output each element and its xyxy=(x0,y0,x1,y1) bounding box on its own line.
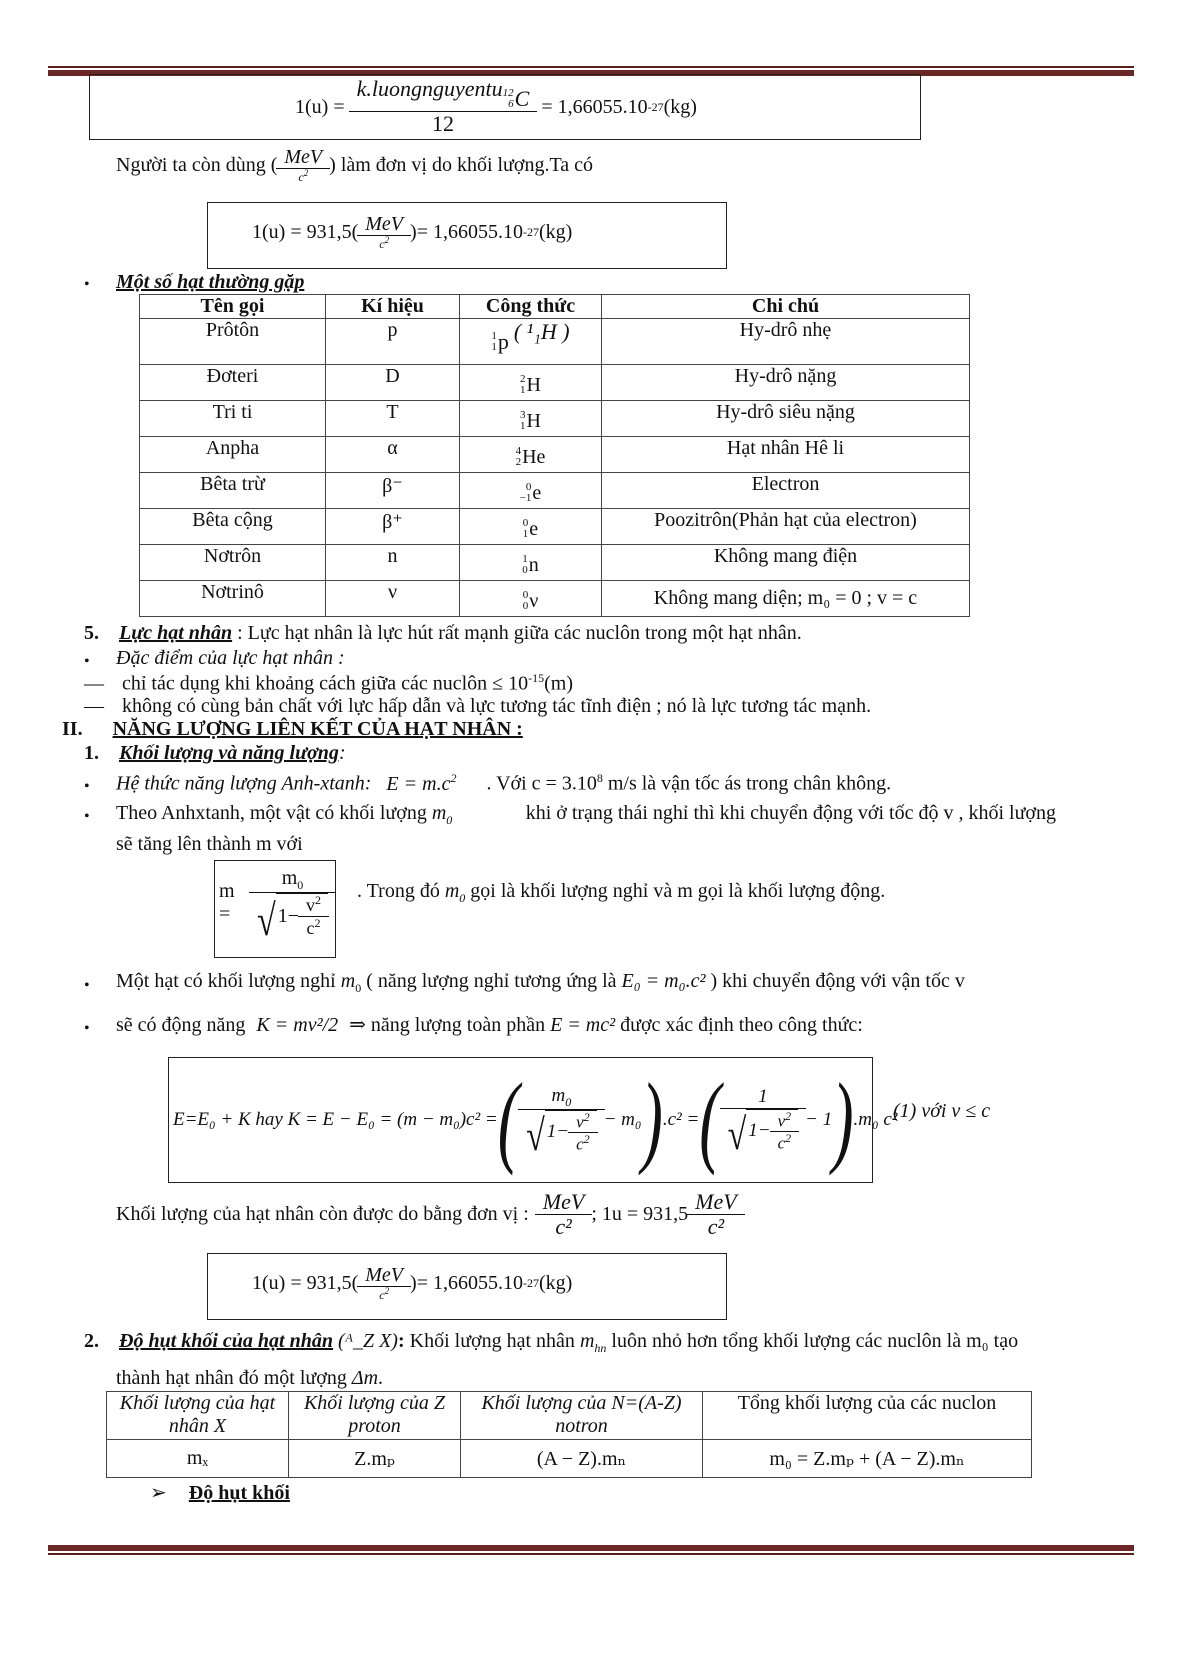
kinetic-pre: sẽ có động năng xyxy=(116,1014,246,1036)
subsection-number: 1. xyxy=(84,742,99,764)
mev-den: c xyxy=(298,170,304,184)
bullet-icon: • xyxy=(84,808,90,825)
mass-number: 1 xyxy=(491,330,497,342)
colon: : xyxy=(397,1330,405,1352)
formula-lhs: 1(u) = xyxy=(295,95,345,118)
particle-note: Hy-drô siêu nặng xyxy=(602,401,970,437)
particle-symbol: n xyxy=(326,545,460,581)
einstein-line: Hệ thức năng lượng Anh-xtanh: $E = m.c^2$ . Với $c = 3.10^8$ m/s là vận tốc ás trong chân không. xyxy=(116,771,892,795)
particle-symbol: β⁻ xyxy=(326,473,460,509)
sub-title: Độ hụt khối xyxy=(188,1482,290,1504)
sqrt-icon: √ xyxy=(257,897,276,946)
m-hn-sub: hn xyxy=(594,1341,607,1355)
dash1-unit: (m) xyxy=(544,672,574,695)
atomic-number: 2 xyxy=(515,456,522,468)
mass-defect-line-2 xyxy=(116,1367,383,1390)
relativistic-mass-box: m = $m_0$ √ 1− $\frac{v^2}{c^2}$ xyxy=(214,860,336,958)
mass-defect-table xyxy=(106,1391,1032,1478)
formula-extra: ( ¹₁H ) xyxy=(513,319,570,344)
rest-mid: ( năng lượng nghỉ tương ứng là xyxy=(366,970,617,992)
dash2-text: không có cùng bản chất với lực hấp dẫn và lực tương tác tĩnh điện ; nó là lực tương tác mạnh. xyxy=(122,695,872,717)
mev-num: MeV xyxy=(284,146,323,168)
particles-table xyxy=(139,294,970,617)
bullet-icon: • xyxy=(84,653,90,670)
table-row xyxy=(140,319,970,365)
kinetic-post: được xác định theo công thức: xyxy=(620,1014,863,1036)
trong-do-pre: . Trong đó xyxy=(357,880,440,902)
dash-item xyxy=(84,695,871,718)
particle-symbol: β⁺ xyxy=(326,509,460,545)
mass-number: 3 xyxy=(520,409,526,421)
formula-rhs-unit: (kg) xyxy=(538,220,573,243)
rest-post: ) khi chuyển động với vận tốc v xyxy=(710,970,965,992)
einstein-label: Hệ thức năng lượng Anh-xtanh: xyxy=(116,772,372,795)
mass-number: 2 xyxy=(520,373,526,385)
section-title: NĂNG LƯỢNG LIÊN KẾT CỦA HẠT NHÂN : xyxy=(112,718,523,740)
header-cell: Chi chú xyxy=(602,295,970,319)
formula-note: (1) với v ≤ c xyxy=(893,1100,991,1122)
kinetic-line xyxy=(116,1012,863,1037)
mev-den: c xyxy=(379,1287,385,1302)
kinetic-formula: K = mv²/2 xyxy=(256,1014,339,1036)
element: H xyxy=(526,409,541,432)
einstein-formula: E = m.c xyxy=(386,772,451,795)
dash-icon: — xyxy=(84,695,104,717)
formula-numerator: k.luongnguyentu xyxy=(356,76,503,102)
kinetic-total: E = mc² xyxy=(550,1014,616,1036)
formula-rhs: = 1,66055.10 xyxy=(541,95,648,118)
value-cell: mₓ xyxy=(107,1440,289,1478)
particle-note: Hy-drô nặng xyxy=(602,365,970,401)
particle-formula xyxy=(460,581,602,617)
mass-lhs: m = xyxy=(219,879,235,925)
element: H xyxy=(526,373,541,396)
c: c xyxy=(306,917,315,938)
bullet-icon: • xyxy=(84,276,90,293)
value-cell: Z.mₚ xyxy=(289,1440,461,1478)
formula-part-1: E=E₀ + K hay K = E − E₀ = (m − m₀)c² = xyxy=(173,1109,498,1130)
formula-rhs-unit: (kg) xyxy=(538,1271,573,1294)
particle-formula xyxy=(460,545,602,581)
atomic-number: 0 xyxy=(522,564,528,576)
table-row xyxy=(140,581,970,617)
element: e xyxy=(532,481,542,504)
element: e xyxy=(529,517,539,540)
table-header-row xyxy=(107,1392,1032,1440)
atomic-number: 1 xyxy=(520,420,526,432)
particle-formula xyxy=(460,401,602,437)
sub-bullet-line xyxy=(150,1480,290,1505)
particle-name: Prôtôn xyxy=(140,319,326,365)
particle-symbol: T xyxy=(326,401,460,437)
nuclear-force-text: : Lực hạt nhân là lực hút rất mạnh giữa các nuclôn trong một hạt nhân. xyxy=(232,622,802,644)
subsection-number: 2. xyxy=(84,1330,99,1352)
particle-note: Không mang điện xyxy=(602,545,970,581)
mev-den-exp: 2 xyxy=(303,168,309,178)
einstein-exp: 8 xyxy=(596,771,603,785)
particle-symbol: D xyxy=(326,365,460,401)
formula-rhs-exp: -27 xyxy=(647,99,664,114)
table-row xyxy=(140,473,970,509)
particle-note: Electron xyxy=(602,473,970,509)
nuclear-force-title: Lực hạt nhân xyxy=(119,622,233,644)
m0-num: m xyxy=(281,867,298,889)
formula-rhs-unit: (kg) xyxy=(663,95,697,118)
delta-m: Δm xyxy=(351,1367,379,1389)
rest-formula: E₀ = m₀.c² xyxy=(621,970,706,992)
formula-part-4: − 1 xyxy=(805,1109,833,1130)
roman-number: II. xyxy=(62,718,83,740)
mass-defect-text3: thành hạt nhân đó một lượng xyxy=(116,1367,347,1389)
mass-number: 0 xyxy=(522,517,529,529)
v: v xyxy=(306,895,315,916)
features-title: Đặc điểm của lực hạt nhân : xyxy=(116,647,345,669)
table-row xyxy=(140,365,970,401)
header-cell: Khối lượng của Z proton xyxy=(289,1392,461,1440)
particle-formula xyxy=(460,319,602,365)
mev-num: MeV xyxy=(365,212,404,235)
particle-note: Không mang diện; m₀ = 0 ; v = c xyxy=(602,581,970,617)
header-cell: Tổng khối lượng của các nuclon xyxy=(703,1392,1032,1440)
sqrt-icon: √ xyxy=(727,1111,747,1160)
dash-icon: — xyxy=(84,672,104,695)
table-row xyxy=(140,545,970,581)
particle-formula xyxy=(460,365,602,401)
isotope-symbol: C xyxy=(514,86,530,112)
mass-defect-line xyxy=(84,1330,1018,1356)
subsection-heading xyxy=(84,742,346,765)
kinetic-mid: năng lượng toàn phần xyxy=(370,1014,546,1036)
intro-mev-line xyxy=(116,146,593,184)
particle-symbol: p xyxy=(326,319,460,365)
formula-box-u-mev xyxy=(207,202,727,269)
element: He xyxy=(522,445,546,468)
formula-rhs-exp: -27 xyxy=(522,224,539,239)
subsection-title: Khối lượng và năng lượng xyxy=(119,742,339,764)
dash-item xyxy=(84,671,573,696)
nuclide-symbol: (ᴬ_Z X) xyxy=(337,1330,398,1352)
sqrt-icon: √ xyxy=(526,1112,545,1161)
mev-den-exp: 2 xyxy=(384,234,390,245)
formula-rhs: )= 1,66055.10 xyxy=(410,1271,523,1294)
isotope-atomic: 6 xyxy=(508,98,514,111)
right-paren: ) xyxy=(641,1062,663,1176)
left-paren: ( xyxy=(497,1062,520,1176)
table-header-row xyxy=(140,295,970,319)
trong-do-line: . Trong đó $m_0$ gọi là khối lượng nghỉ và m gọi là khối lượng động. xyxy=(357,880,886,905)
isotope-mass: 12 xyxy=(502,87,514,100)
atomic-number: −1 xyxy=(519,492,532,504)
mass-defect-text1: Khối lượng hạt nhân xyxy=(409,1330,575,1352)
theo-text-b: khi ở trạng thái nghỉ thì khi chuyển động với tốc độ v , khối lượng xyxy=(525,802,1056,824)
theo-line-2: sẽ tăng lên thành m với xyxy=(116,833,303,855)
formula-rhs-exp: -27 xyxy=(522,1275,539,1290)
particle-name: Nơtrôn xyxy=(140,545,326,581)
one-minus: 1− xyxy=(277,905,299,928)
particles-title: Một số hạt thường gặp xyxy=(116,271,305,293)
formula-part-2: − m₀ xyxy=(603,1109,642,1130)
atomic-number: 0 xyxy=(522,600,529,612)
right-paren: ) xyxy=(832,1062,854,1176)
arrow-bullet-icon: ➢ xyxy=(150,1482,167,1504)
atomic-number: 1 xyxy=(491,341,497,353)
mass-number: 0 xyxy=(522,589,529,601)
mev-num: MeV xyxy=(365,1263,404,1286)
particle-symbol: ν xyxy=(326,581,460,617)
particle-name: Anpha xyxy=(140,437,326,473)
formula-lhs: 1(u) = 931,5( xyxy=(252,1271,359,1294)
particle-note: Hy-drô nhẹ xyxy=(602,319,970,365)
unit-num: MeV xyxy=(542,1189,585,1214)
unit-num: MeV xyxy=(695,1189,737,1214)
table-row xyxy=(140,401,970,437)
bullet-icon: • xyxy=(84,778,90,795)
particle-note: Poozitrôn(Phản hạt của electron) xyxy=(602,509,970,545)
rest-line: Một hạt có khối lượng nghỉ $m_0$ ( năng lượng nghỉ tương ứng là E₀ = m₀.c² ) khi chuyển động với vận tốc v xyxy=(116,970,965,995)
section-number: 5. xyxy=(84,622,99,644)
particle-formula xyxy=(460,473,602,509)
trong-do-post: gọi là khối lượng nghỉ và m gọi là khối lượng động. xyxy=(470,880,886,902)
intro-text-after: ) làm đơn vị do khối lượng.Ta có xyxy=(329,153,594,176)
mev-den: c xyxy=(379,236,385,251)
unit-den: c² xyxy=(535,1214,593,1239)
atomic-number: 1 xyxy=(522,528,529,540)
particle-formula xyxy=(460,509,602,545)
einstein-text: . Với c = 3.10 xyxy=(486,772,597,795)
einstein-text-post: m/s là vận tốc ás trong chân không. xyxy=(602,772,892,795)
mev-den-exp: 2 xyxy=(384,1285,390,1296)
particle-name: Nơtrinô xyxy=(140,581,326,617)
implies-icon: ⇒ xyxy=(349,1014,366,1036)
nuclear-force-line xyxy=(84,622,802,645)
formula-box-u-mev-2 xyxy=(207,1253,727,1320)
intro-text-before: Người ta còn dùng ( xyxy=(116,153,278,176)
mass-defect-title: Độ hụt khối của hạt nhân xyxy=(119,1330,333,1352)
header-cell: Kí hiệu xyxy=(326,295,460,319)
unit-den: c² xyxy=(687,1214,745,1239)
particle-name: Tri ti xyxy=(140,401,326,437)
atomic-number: 1 xyxy=(520,384,526,396)
rest-pre: Một hạt có khối lượng nghỉ xyxy=(116,970,336,992)
bullet-icon: • xyxy=(84,1020,90,1037)
formula-denominator: 12 xyxy=(349,111,538,136)
bullet-icon: • xyxy=(84,977,90,994)
header-cell: Khối lượng của hạt nhân X xyxy=(107,1392,289,1440)
kinetic-energy-formula-box: E=E₀ + K hay K = E − E₀ = (m − m₀)c² = ( $m_0$ √ 1− $\frac{v^2}{c^2}$ − m₀ ) .c² = ( 1 √ 1− $\frac{v^2}{c^2}$ − 1 ) .m₀ c² xyxy=(168,1057,873,1183)
dash1-text: chỉ tác dụng khi khoảng cách giữa các nuclôn ≤ 10 xyxy=(122,672,529,695)
formula-box-u-definition xyxy=(89,74,921,140)
particle-note: Hạt nhân Hê li xyxy=(602,437,970,473)
mass-number: 4 xyxy=(515,445,522,457)
footer-rule xyxy=(48,1545,1134,1555)
table-row xyxy=(107,1440,1032,1478)
m-hn: m xyxy=(579,1330,595,1352)
particle-symbol: α xyxy=(326,437,460,473)
mass-number: 0 xyxy=(525,481,532,493)
section-heading xyxy=(62,718,523,741)
m0-symbol: m xyxy=(431,802,447,824)
colon: : xyxy=(338,742,346,764)
formula-part-3: .c² = xyxy=(662,1109,700,1130)
unit-pre: Khối lượng của hạt nhân còn được do bằng đơn vị : xyxy=(116,1203,529,1226)
table-row xyxy=(140,437,970,473)
value-cell: (A − Z).mₙ xyxy=(461,1440,703,1478)
formula-lhs: 1(u) = 931,5( xyxy=(252,220,359,243)
theo-text: Theo Anhxtanh, một vật có khối lượng xyxy=(116,802,427,824)
unit-mid: ; 1u = 931,5 xyxy=(591,1203,689,1226)
period: . xyxy=(378,1367,384,1389)
formula-part-5: .m₀ c² xyxy=(853,1109,898,1130)
value-cell: m₀ = Z.mₚ + (A − Z).mₙ xyxy=(703,1440,1032,1478)
particle-name: Bêta cộng xyxy=(140,509,326,545)
left-paren: ( xyxy=(699,1062,721,1176)
element: ν xyxy=(529,589,539,612)
table-row xyxy=(140,509,970,545)
unit-line xyxy=(116,1190,744,1239)
dash1-exp: -15 xyxy=(528,671,545,685)
mass-number: 1 xyxy=(522,553,528,565)
particle-formula xyxy=(460,437,602,473)
formula-rhs: )= 1,66055.10 xyxy=(410,220,523,243)
element: n xyxy=(528,553,539,576)
header-cell: Khối lượng của N=(A-Z) notron xyxy=(461,1392,703,1440)
header-cell: Tên gọi xyxy=(140,295,326,319)
particle-name: Bêta trừ xyxy=(140,473,326,509)
particle-name: Đơteri xyxy=(140,365,326,401)
theo-line: Theo Anhxtanh, một vật có khối lượng $m_0$ khi ở trạng thái nghỉ thì khi chuyển động với tốc độ v , khối lượng xyxy=(116,802,1056,827)
header-cell: Công thức xyxy=(460,295,602,319)
mass-defect-text2: luôn nhỏ hơn tổng khối lượng các nuclôn là m₀ tạo xyxy=(611,1330,1019,1352)
element: p xyxy=(497,329,509,354)
